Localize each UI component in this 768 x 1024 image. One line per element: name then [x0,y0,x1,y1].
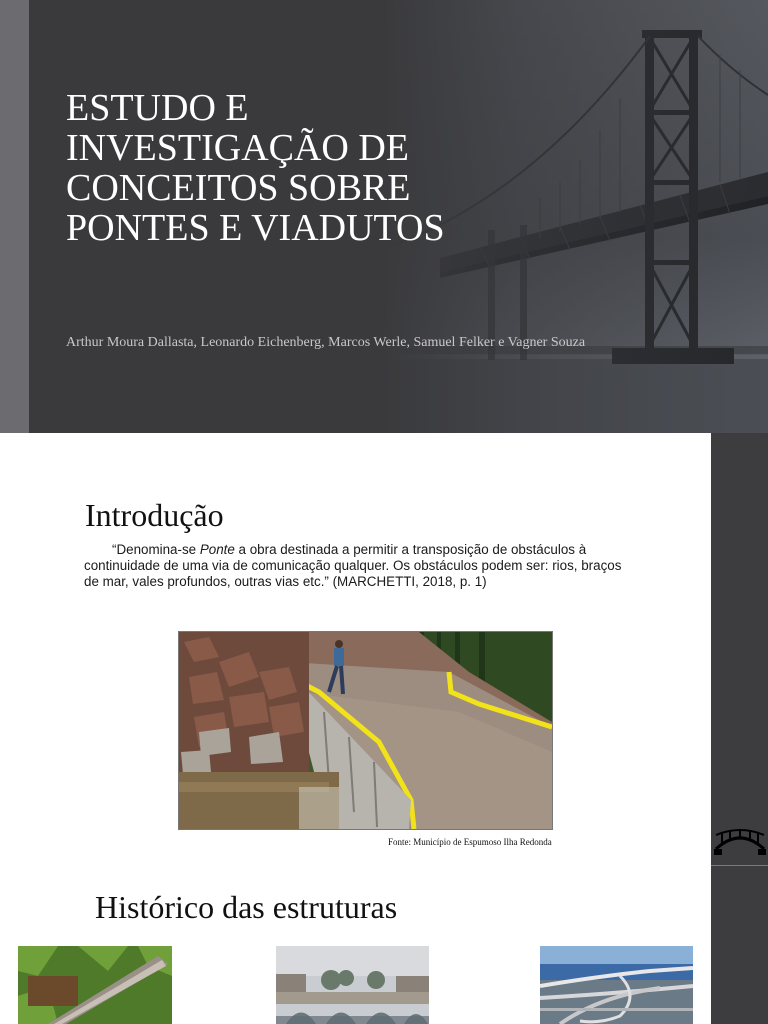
definition-quote [84,542,624,590]
title-line: INVESTIGAÇÃO DE [66,127,410,169]
section-heading-history: Histórico das estruturas [95,889,398,925]
concrete-bridge-photo [178,631,553,830]
title-line: ESTUDO E [66,87,249,129]
bar-divider [711,865,768,866]
title-line: PONTES E VIADUTOS [66,207,445,249]
title-slide [0,0,768,433]
stone-arch-bridge-photo [276,946,429,1024]
introduction-slide [0,433,768,1024]
slide-left-accent-bar [0,0,29,433]
highway-viaduct-photo [540,946,693,1024]
slide-right-accent-bar [711,433,768,1024]
authors-line: Arthur Moura Dallasta, Leonardo Eichenberg, Marcos Werle, Samuel Felker e Vagner Souza [66,335,586,350]
quote-italic-term: Ponte [199,542,235,557]
presentation-title [66,88,546,248]
quote-text-start: “Denomina-se [112,542,200,557]
photo-caption: Fonte: Município de Espumoso Ilha Redonda [388,837,552,847]
log-bridge-photo [18,946,172,1024]
arch-bridge-icon [714,821,766,857]
section-heading: Introdução [85,497,224,533]
title-line: CONCEITOS SOBRE [66,167,411,209]
quote-text-end: a obra destinada a permitir a transposição de obstáculos à continuidade de uma via de comunicação qualquer. Os obstáculos podem ser: rios, braços de mar, vales profundos, outras vias etc.” (MARCHETTI, 2018, p. 1) [84,542,622,589]
